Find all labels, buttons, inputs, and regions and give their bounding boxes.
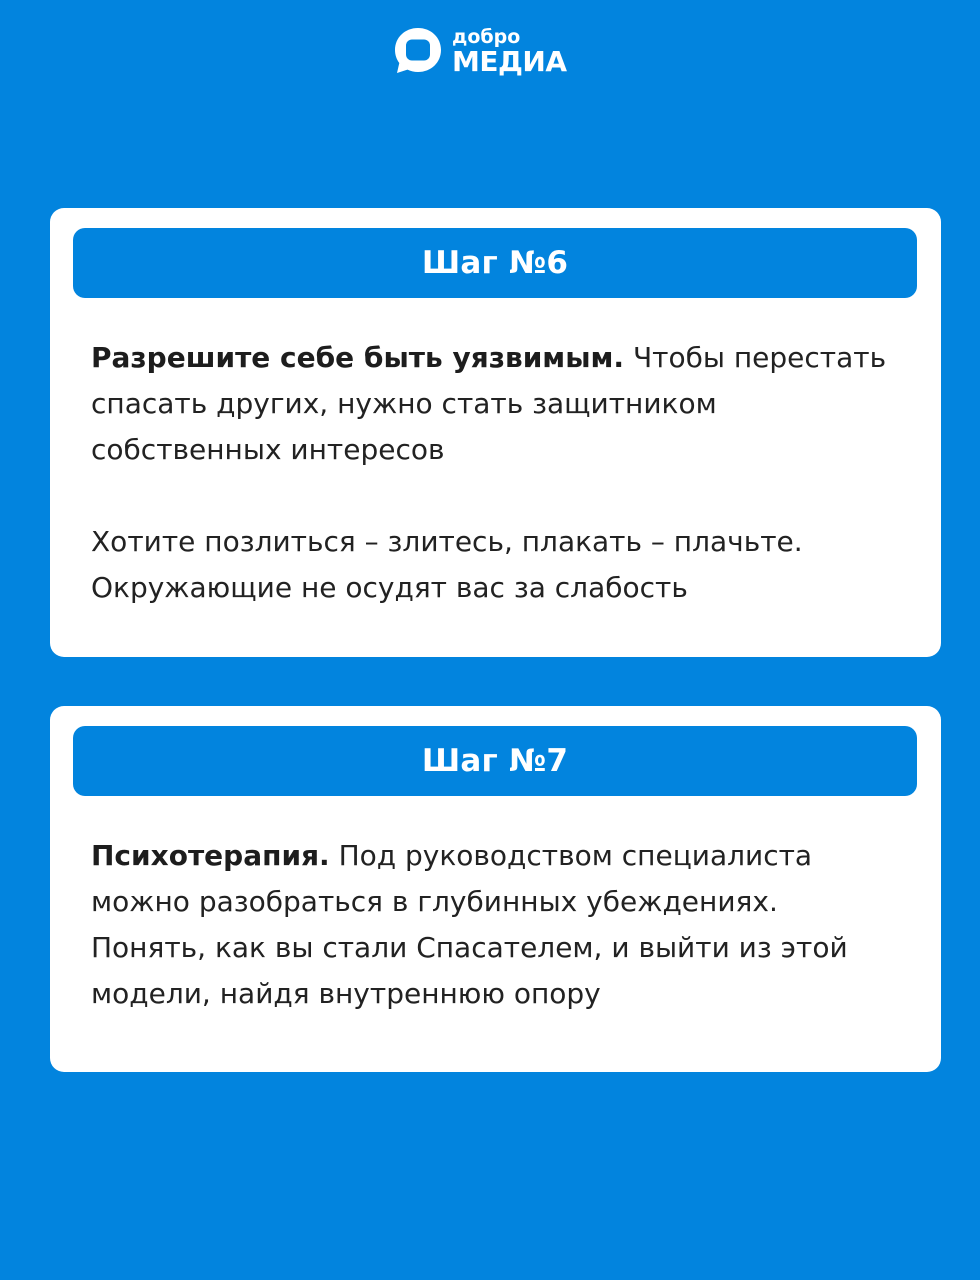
brand-logo — [393, 26, 567, 76]
step-text: Под руководством специалиста можно разобраться в глубинных убеждениях. Понять, как вы стали Спасателем, и выйти из этой модели, найдя внутреннюю опору — [91, 839, 848, 1010]
speech-bubble-logo-icon — [393, 26, 443, 76]
step-title: Шаг №6 — [421, 245, 569, 281]
step-title: Шаг №7 — [421, 743, 569, 779]
step-text: Чтобы перестать спасать других, нужно стать защитником собственных интересов — [91, 341, 887, 466]
brand-wordmark — [452, 27, 567, 76]
brand-bottom-text: МЕДИА — [452, 44, 567, 78]
step-paragraph — [91, 335, 901, 473]
step-lead-text: Психотерапия. — [91, 839, 330, 872]
step-card-6 — [50, 208, 941, 657]
step-paragraph — [91, 833, 901, 1017]
step-header — [73, 726, 917, 796]
step-header — [73, 228, 917, 298]
step-body — [91, 335, 901, 611]
step-lead-text: Разрешите себе быть уязвимым. — [91, 341, 625, 374]
step-paragraph-2: Хотите позлиться – злитесь, плакать – плачьте. Окружающие не осудят вас за слабость — [91, 525, 803, 604]
step-card-7 — [50, 706, 941, 1072]
brand-top-text: добро — [452, 25, 521, 48]
step-body — [91, 833, 901, 1017]
